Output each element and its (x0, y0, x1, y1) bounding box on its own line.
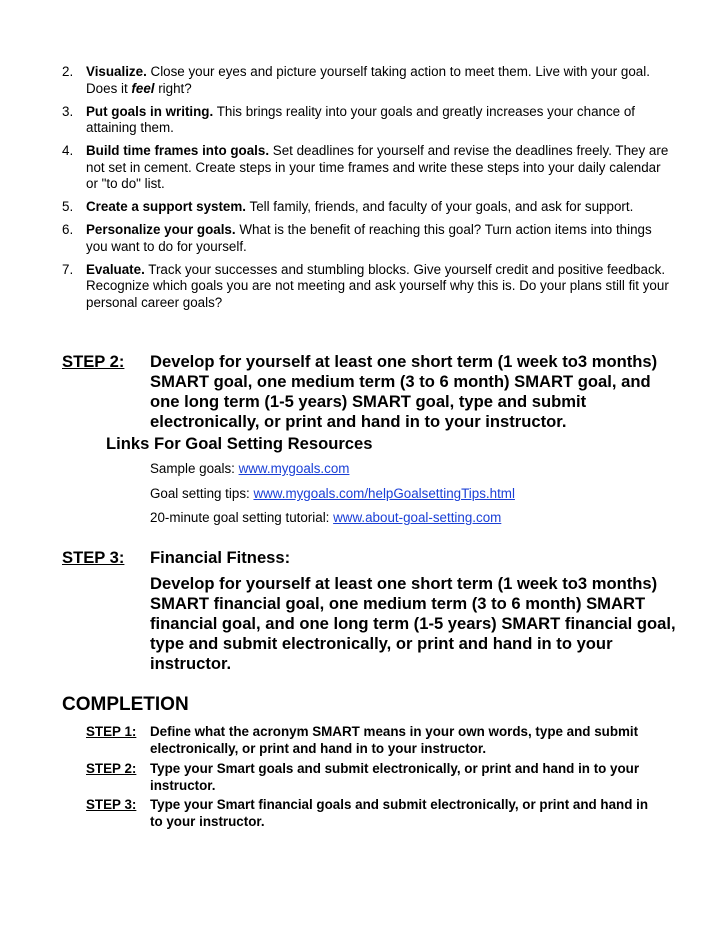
mygoals-link[interactable]: www.mygoals.com (238, 461, 350, 476)
list-item-text: Set deadlines for yourself and revise the deadlines freely. They are not set in cement. Create steps in your time frames and write these steps into your daily calendar or "to do" list. (86, 143, 669, 191)
list-item-text: Tell family, friends, and faculty of your goals, and ask for support. (246, 199, 634, 214)
list-item-number: 5. (62, 199, 74, 214)
links-heading: Links For Goal Setting Resources (106, 434, 373, 453)
completion-step-label: STEP 3: (86, 797, 137, 812)
list-item-text: This brings reality into your goals and greatly increases your chance of attaining them. (86, 103, 635, 135)
completion-step-text: Define what the acronym SMART means in your own words, type and submit electronically, or print and hand in to your instructor. (150, 724, 639, 756)
completion-step-text: Type your Smart goals and submit electronically, or print and hand in to your instructor. (150, 761, 640, 793)
link-row-label: Goal setting tips: (150, 486, 254, 501)
step-3-text: Develop for yourself at least one short term (1 week to3 months) SMART financial goal, one medium term (3 to 6 month) SMART financial goal, and one long term (1-5 years) SMART financial goal, type and submit electronically, or print and hand in to your instructor. (150, 574, 676, 673)
link-row-label: Sample goals: (150, 461, 239, 476)
list-item (62, 222, 672, 255)
completion-step-label: STEP 2: (86, 761, 137, 776)
list-item-number: 6. (62, 222, 74, 237)
step-3-label: STEP 3: (62, 548, 125, 567)
list-item-title: Put goals in writing. (86, 103, 214, 119)
completion-step-label: STEP 1: (86, 724, 137, 739)
list-item-text-end: right? (154, 80, 192, 96)
list-item-title: Build time frames into goals. (86, 143, 270, 158)
completion-title: COMPLETION (62, 694, 189, 715)
list-item-title: Create a support system. (86, 199, 247, 214)
step-3-heading: Financial Fitness: (150, 548, 291, 567)
list-item-number: 2. (62, 64, 74, 79)
completion-step-text: Type your Smart financial goals and submit electronically, or print and hand in to your instructor. (150, 797, 649, 829)
list-item-text: Close your eyes and picture yourself taking action to meet them. Live with your goal. Does it (86, 64, 650, 96)
goal-setting-tutorial-link[interactable]: www.about-goal-setting.com (333, 510, 502, 525)
list-item (62, 104, 672, 137)
link-row-goal-setting-tips (150, 486, 515, 502)
list-item-title: Personalize your goals. (86, 222, 236, 237)
list-item-text: What is the benefit of reaching this goal? Turn action items into things you want to do for yourself. (86, 222, 652, 254)
list-item-number: 3. (62, 103, 74, 119)
list-item (62, 262, 672, 312)
list-item-emphasis: feel (131, 80, 155, 96)
goal-tips-list (62, 64, 672, 318)
list-item (62, 199, 672, 216)
list-item-number: 4. (62, 143, 74, 158)
list-item-title: Visualize. (86, 64, 147, 79)
step-2-label: STEP 2: (62, 352, 125, 371)
list-item-title: Evaluate. (86, 261, 145, 277)
list-item (62, 64, 672, 97)
list-item-number: 7. (62, 261, 74, 277)
list-item-text: Track your successes and stumbling blocks. Give yourself credit and positive feedback. Recognize which goals you are not meeting and ask yourself why this is. Do your plans still fit your personal career goals? (86, 261, 669, 310)
list-item (62, 143, 672, 193)
goal-setting-tips-link[interactable]: www.mygoals.com/helpGoalsettingTips.html (253, 486, 515, 501)
link-row-label: 20-minute goal setting tutorial: (150, 510, 334, 525)
step-2-text: Develop for yourself at least one short term (1 week to3 months) SMART goal, one medium term (3 to 6 month) SMART goal, and one long term (1-5 years) SMART goal, type and submit electronically, or print and hand in to your instructor. (150, 352, 658, 431)
link-row-tutorial (150, 510, 501, 526)
link-row-sample-goals (150, 461, 349, 477)
